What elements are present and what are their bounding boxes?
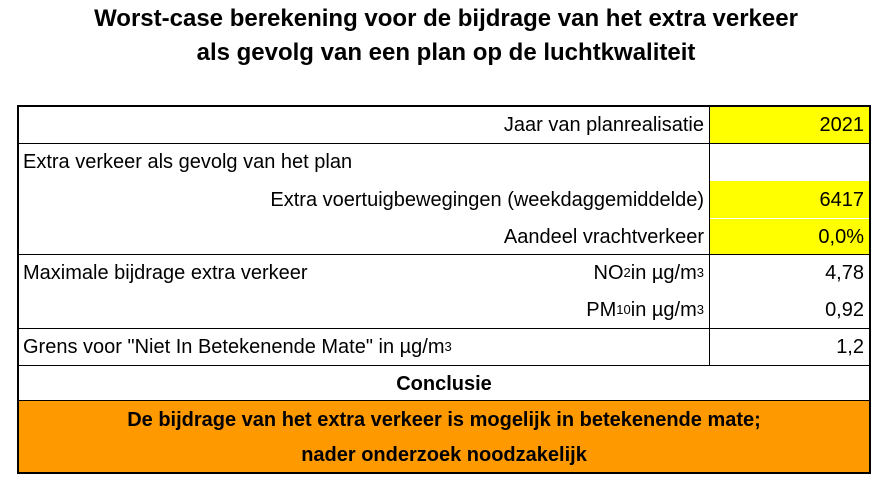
row-divider xyxy=(19,365,869,366)
jaar-label: Jaar van planrealisatie xyxy=(503,114,704,136)
maximale-bijdrage-label: Maximale bijdrage extra verkeer xyxy=(23,262,308,284)
conclusie-box xyxy=(19,401,869,472)
column-divider xyxy=(709,107,710,365)
voertuigbewegingen-label: Extra voertuigbewegingen (weekdaggemiddelde) xyxy=(270,188,704,211)
jaar-input[interactable]: 2021 xyxy=(710,107,869,143)
grens-label: Grens voor "Niet In Betekenende Mate" in µg/m 3 xyxy=(23,336,452,358)
page-title xyxy=(0,2,892,70)
no2-label: NO 2 in µg/m 3 xyxy=(593,262,704,284)
grens-value: 1,2 xyxy=(836,336,864,358)
row-divider xyxy=(19,143,869,144)
vrachtverkeer-label: Aandeel vrachtverkeer xyxy=(503,225,704,248)
conclusie-line-2: nader onderzoek noodzakelijk xyxy=(301,444,587,466)
row-divider xyxy=(19,400,869,401)
pm10-prefix: PM xyxy=(586,299,617,321)
title-line-1: Worst-case berekening voor de bijdrage van het extra verkeer xyxy=(94,5,798,32)
pm10-value: 0,92 xyxy=(825,299,864,321)
pm10-label: PM 10 in µg/m 3 xyxy=(586,299,704,321)
no2-unit: in µg/m xyxy=(630,262,697,284)
extra-verkeer-header: Extra verkeer als gevolg van het plan xyxy=(23,151,353,173)
grens-text: Grens voor "Niet In Betekenende Mate" in µg/m xyxy=(23,336,445,358)
row-divider xyxy=(19,254,869,255)
row-divider xyxy=(19,328,869,329)
title-line-2: als gevolg van een plan op de luchtkwaliteit xyxy=(196,39,696,66)
vrachtverkeer-input[interactable]: 0,0% xyxy=(710,219,869,254)
voertuigbewegingen-input[interactable]: 6417 xyxy=(710,181,869,218)
no2-prefix: NO xyxy=(593,262,624,284)
conclusie-header: Conclusie xyxy=(396,372,492,395)
no2-value: 4,78 xyxy=(825,262,864,284)
calculation-table xyxy=(17,105,871,474)
pm10-unit: in µg/m xyxy=(630,299,697,321)
conclusie-line-1: De bijdrage van het extra verkeer is mogelijk in betekenende mate; xyxy=(127,409,761,431)
